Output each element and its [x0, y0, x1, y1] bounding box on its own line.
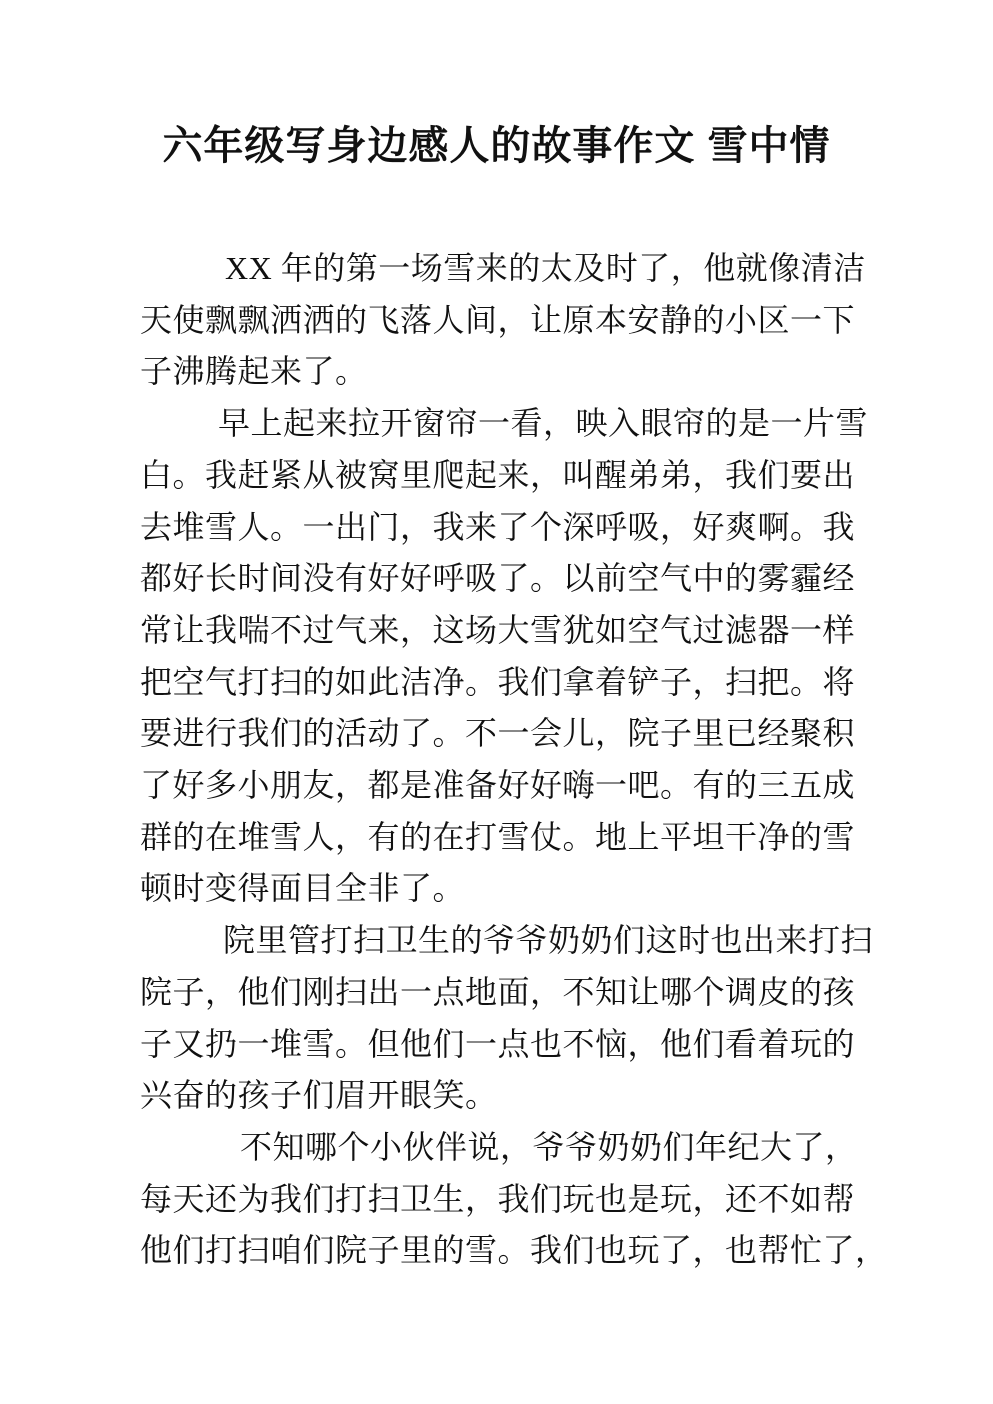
text-line: 去堆雪人。一出门，我来了个深呼吸，好爽啊。我: [140, 508, 856, 545]
text-line: 把空气打扫的如此洁净。我们拿着铲子，扫把。将: [140, 663, 856, 700]
text-line: 早上起来拉开窗帘一看，映入眼帘的是一片雪: [218, 405, 869, 442]
document-body: [0, 243, 993, 1277]
text-line: 每天还为我们打扫卫生，我们玩也是玩，还不如帮: [140, 1180, 856, 1217]
text-line: 了好多小朋友，都是准备好好嗨一吧。有的三五成: [140, 767, 856, 804]
text-line: 群的在堆雪人，有的在打雪仗。地上平坦干净的雪: [140, 818, 856, 855]
text-line: 白。我赶紧从被窝里爬起来，叫醒弟弟，我们要出: [140, 456, 856, 493]
text-line: 院子，他们刚扫出一点地面，不知让哪个调皮的孩: [140, 973, 856, 1010]
text-line: 兴奋的孩子们眉开眼笑。: [140, 1077, 498, 1114]
paragraph: [140, 915, 874, 1122]
text-line: 都好长时间没有好好呼吸了。以前空气中的雾霾经: [140, 560, 856, 597]
text-line: 顿时变得面目全非了。: [140, 870, 466, 907]
text-line: 天使飘飘洒洒的飞落人间，让原本安静的小区一下: [140, 301, 856, 338]
text-line: 子沸腾起来了。: [140, 353, 368, 390]
text-line: 常让我喘不过气来，这场大雪犹如空气过滤器一样: [140, 611, 856, 648]
text-line: 要进行我们的活动了。不一会儿，院子里已经聚积: [140, 715, 856, 752]
text-line: XX 年的第一场雪来的太及时了，他就像清洁: [225, 250, 866, 286]
paragraph: [140, 398, 869, 915]
paragraph: [140, 1122, 888, 1277]
paragraph: [140, 243, 866, 398]
text-line: 院里管打扫卫生的爷爷奶奶们这时也出来打扫: [223, 922, 874, 959]
text-line: 不知哪个小伙伴说，爷爷奶奶们年纪大了，: [240, 1128, 858, 1165]
text-line: 子又扔一堆雪。但他们一点也不恼，他们看着玩的: [140, 1025, 856, 1062]
text-line: 他们打扫咱们院子里的雪。我们也玩了，也帮忙了，: [140, 1232, 888, 1269]
document-title: 六年级写身边感人的故事作文 雪中情: [162, 124, 831, 168]
